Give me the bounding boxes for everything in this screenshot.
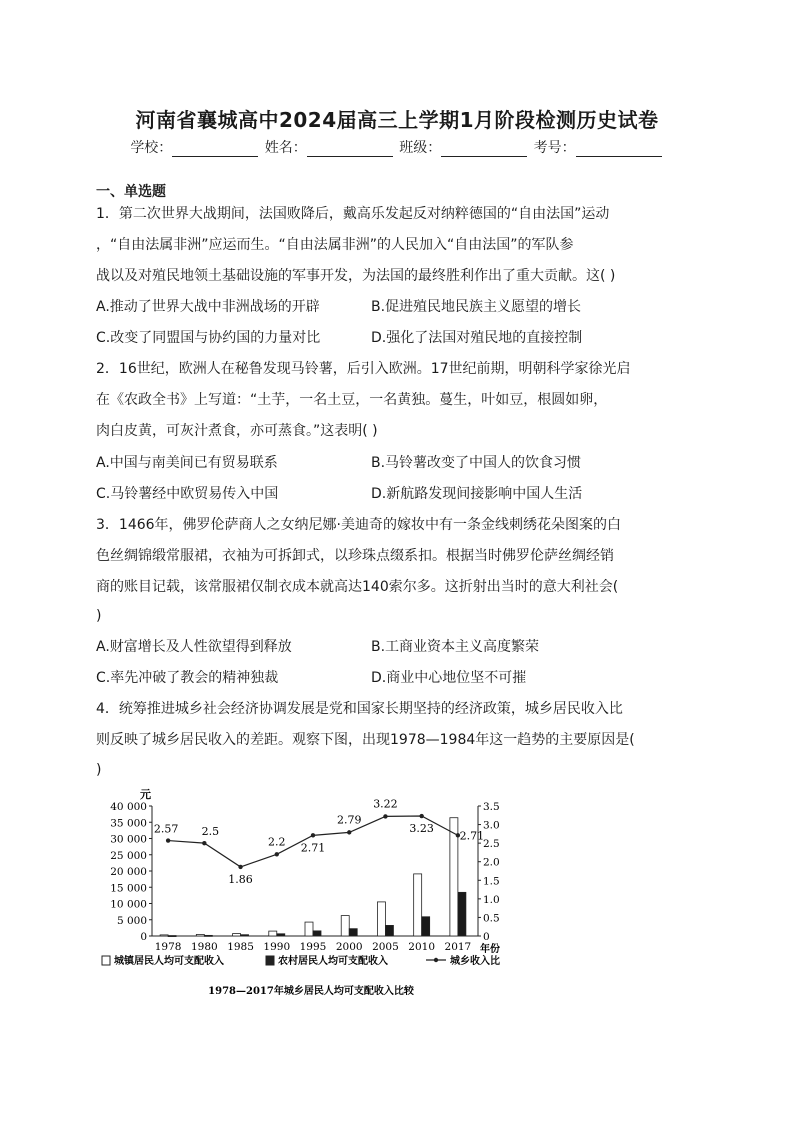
name-label: 姓名： bbox=[264, 140, 307, 156]
y-tick-label: 15 000 bbox=[110, 882, 147, 895]
legend-urban-swatch bbox=[102, 956, 110, 965]
legend-urban-label: 城镇居民人均可支配收入 bbox=[114, 956, 224, 967]
ratio-data-label: 2.5 bbox=[201, 825, 220, 839]
x-tick-label: 2005 bbox=[372, 941, 399, 953]
q3-option-b[interactable]: B.工商业资本主义高度繁荣 bbox=[371, 639, 540, 655]
legend-ratio-marker bbox=[434, 958, 438, 962]
y2-tick-label: 1.5 bbox=[483, 875, 500, 888]
urban-bar bbox=[196, 934, 204, 936]
q1-line-1: 1．第二次世界大战期间，法国败降后，戴高乐发起反对纳粹德国的“自由法国”运动 bbox=[96, 206, 610, 222]
q1-line-3: 战以及对殖民地领土基础设施的军事开发，为法国的最终胜利作出了重大贡献。这( ) bbox=[96, 268, 616, 284]
q3-option-a[interactable]: A.财富增长及人性欲望得到释放 bbox=[96, 639, 292, 655]
ratio-data-label: 1.86 bbox=[228, 872, 253, 886]
y-tick-label: 20 000 bbox=[110, 866, 147, 878]
class-label: 班级： bbox=[399, 140, 442, 156]
x-tick-label: 2017 bbox=[444, 941, 472, 953]
y-tick-label: 30 000 bbox=[110, 833, 147, 846]
q1-option-c[interactable]: C.改变了同盟国与协约国的力量对比 bbox=[96, 330, 321, 346]
ratio-data-label: 3.23 bbox=[409, 822, 434, 836]
q4-line-2: 则反映了城乡居民收入的差距。观察下图，出现1978—1984年这一趋势的主要原因是( bbox=[96, 732, 635, 748]
rural-bar bbox=[241, 935, 249, 936]
y2-tick-label: 0 bbox=[483, 931, 490, 943]
q3-option-d[interactable]: D.商业中心地位坚不可摧 bbox=[371, 670, 527, 686]
urban-bar bbox=[414, 874, 422, 936]
legend-rural-label: 农村居民人均可支配收入 bbox=[278, 956, 388, 967]
q2-option-d[interactable]: D.新航路发现间接影响中国人生活 bbox=[371, 486, 583, 502]
ratio-point bbox=[275, 852, 279, 856]
urban-bar bbox=[160, 935, 168, 936]
rural-bar bbox=[204, 935, 212, 936]
ratio-data-label: 2.71 bbox=[459, 829, 485, 843]
section-heading: 一、单选题 bbox=[96, 184, 166, 200]
x-tick-label: 1990 bbox=[263, 941, 291, 953]
q1-option-b[interactable]: B.促进殖民地民族主义愿望的增长 bbox=[371, 299, 582, 315]
rural-bar bbox=[422, 917, 430, 936]
q1-line-2: ，“自由法属非洲”应运而生。“自由法属非洲”的人民加入“自由法国”的军队参 bbox=[96, 237, 574, 253]
ratio-point bbox=[166, 838, 170, 842]
q3-line-3: 商的账目记载，该常服裙仅制衣成本就高达140索尔多。这折射出当时的意大利社会( bbox=[96, 579, 619, 595]
x-axis-label: 年份 bbox=[480, 944, 500, 955]
ratio-point bbox=[383, 814, 387, 818]
q2-option-a[interactable]: A.中国与南美间已有贸易联系 bbox=[96, 455, 278, 471]
q2-option-b[interactable]: B.马铃薯改变了中国人的饮食习惯 bbox=[371, 455, 582, 471]
ratio-point bbox=[419, 814, 423, 818]
rural-bar bbox=[277, 934, 285, 936]
q3-line-2: 色丝绸锦缎常服裙，衣袖为可拆卸式，以珍珠点缀系扣。根据当时佛罗伦萨丝绸经销 bbox=[96, 548, 614, 564]
page-title: 河南省襄城高中2024届高三上学期1月阶段检测历史试卷 bbox=[135, 108, 659, 132]
x-tick-label: 1985 bbox=[227, 941, 254, 953]
urban-bar bbox=[305, 922, 313, 936]
exam-number-label: 考号： bbox=[533, 140, 576, 156]
income-chart bbox=[96, 784, 526, 1004]
rural-bar bbox=[168, 936, 176, 937]
y-axis-label: 元 bbox=[140, 788, 151, 801]
legend-rural-swatch bbox=[266, 956, 274, 965]
urban-bar bbox=[341, 916, 349, 936]
rural-bar bbox=[458, 892, 466, 936]
ratio-data-label: 2.57 bbox=[153, 822, 179, 836]
y2-tick-label: 3.0 bbox=[483, 819, 500, 832]
ratio-data-label: 3.22 bbox=[373, 797, 398, 811]
rural-bar bbox=[385, 925, 393, 936]
y2-tick-label: 2.5 bbox=[483, 838, 500, 851]
urban-bar bbox=[269, 931, 277, 936]
ratio-point bbox=[347, 830, 351, 834]
q2-line-1: 2．16世纪，欧洲人在秘鲁发现马铃薯，后引入欧洲。17世纪前期，明朝科学家徐光启 bbox=[96, 361, 631, 377]
chart-title: 1978—2017年城乡居民人均可支配收入比较 bbox=[208, 986, 414, 997]
y-tick-label: 35 000 bbox=[110, 817, 147, 830]
legend-ratio-label: 城乡收入比 bbox=[450, 956, 500, 967]
name-blank[interactable] bbox=[307, 142, 393, 157]
q4-line-3: ) bbox=[96, 762, 102, 778]
class-blank[interactable] bbox=[441, 142, 527, 157]
rural-bar bbox=[313, 931, 321, 936]
q3-option-c[interactable]: C.率先冲破了教会的精神独裁 bbox=[96, 670, 279, 686]
q1-option-a[interactable]: A.推动了世界大战中非洲战场的开辟 bbox=[96, 299, 320, 315]
x-tick-label: 1995 bbox=[299, 941, 327, 953]
q3-line-4: ) bbox=[96, 608, 102, 624]
y2-tick-label: 2.0 bbox=[483, 856, 500, 869]
y2-tick-label: 0.5 bbox=[483, 912, 500, 925]
y-tick-label: 40 000 bbox=[110, 801, 147, 813]
ratio-data-label: 2.79 bbox=[336, 813, 362, 827]
x-tick-label: 1980 bbox=[190, 941, 218, 953]
y2-tick-label: 1.0 bbox=[483, 893, 500, 906]
school-label: 学校： bbox=[130, 140, 173, 156]
x-tick-label: 2000 bbox=[335, 941, 363, 953]
exam-number-blank[interactable] bbox=[576, 142, 662, 157]
q4-line-1: 4．统筹推进城乡社会经济协调发展是党和国家长期坚持的经济政策，城乡居民收入比 bbox=[96, 701, 623, 717]
ratio-point bbox=[202, 841, 206, 845]
ratio-point bbox=[238, 865, 242, 869]
y-tick-label: 5 000 bbox=[116, 914, 147, 927]
urban-bar bbox=[233, 934, 241, 936]
y-tick-label: 0 bbox=[140, 931, 147, 943]
q2-option-c[interactable]: C.马铃薯经中欧贸易传入中国 bbox=[96, 486, 279, 502]
ratio-data-label: 2.2 bbox=[268, 835, 286, 849]
y-tick-label: 25 000 bbox=[110, 849, 147, 862]
q3-line-1: 3．1466年，佛罗伦萨商人之女纳尼娜·美迪奇的嫁妆中有一条金线刺绣花朵图案的白 bbox=[96, 517, 621, 533]
x-tick-label: 1978 bbox=[154, 941, 182, 953]
ratio-data-label: 2.71 bbox=[300, 841, 326, 855]
rural-bar bbox=[349, 929, 357, 936]
urban-bar bbox=[377, 902, 385, 936]
q2-line-3: 肉白皮黄，可灰汁煮食，亦可蒸食。”这表明( ) bbox=[96, 423, 378, 439]
y2-tick-label: 3.5 bbox=[483, 801, 500, 813]
x-tick-label: 2010 bbox=[408, 941, 436, 953]
student-info-row bbox=[0, 137, 794, 157]
school-blank[interactable] bbox=[172, 142, 258, 157]
ratio-point bbox=[311, 833, 315, 837]
q2-line-2: 在《农政全书》上写道：“土芋，一名土豆，一名黄独。蔓生，叶如豆，根圆如卵， bbox=[96, 392, 608, 408]
y-tick-label: 10 000 bbox=[110, 898, 147, 911]
q1-option-d[interactable]: D.强化了法国对殖民地的直接控制 bbox=[371, 330, 583, 346]
